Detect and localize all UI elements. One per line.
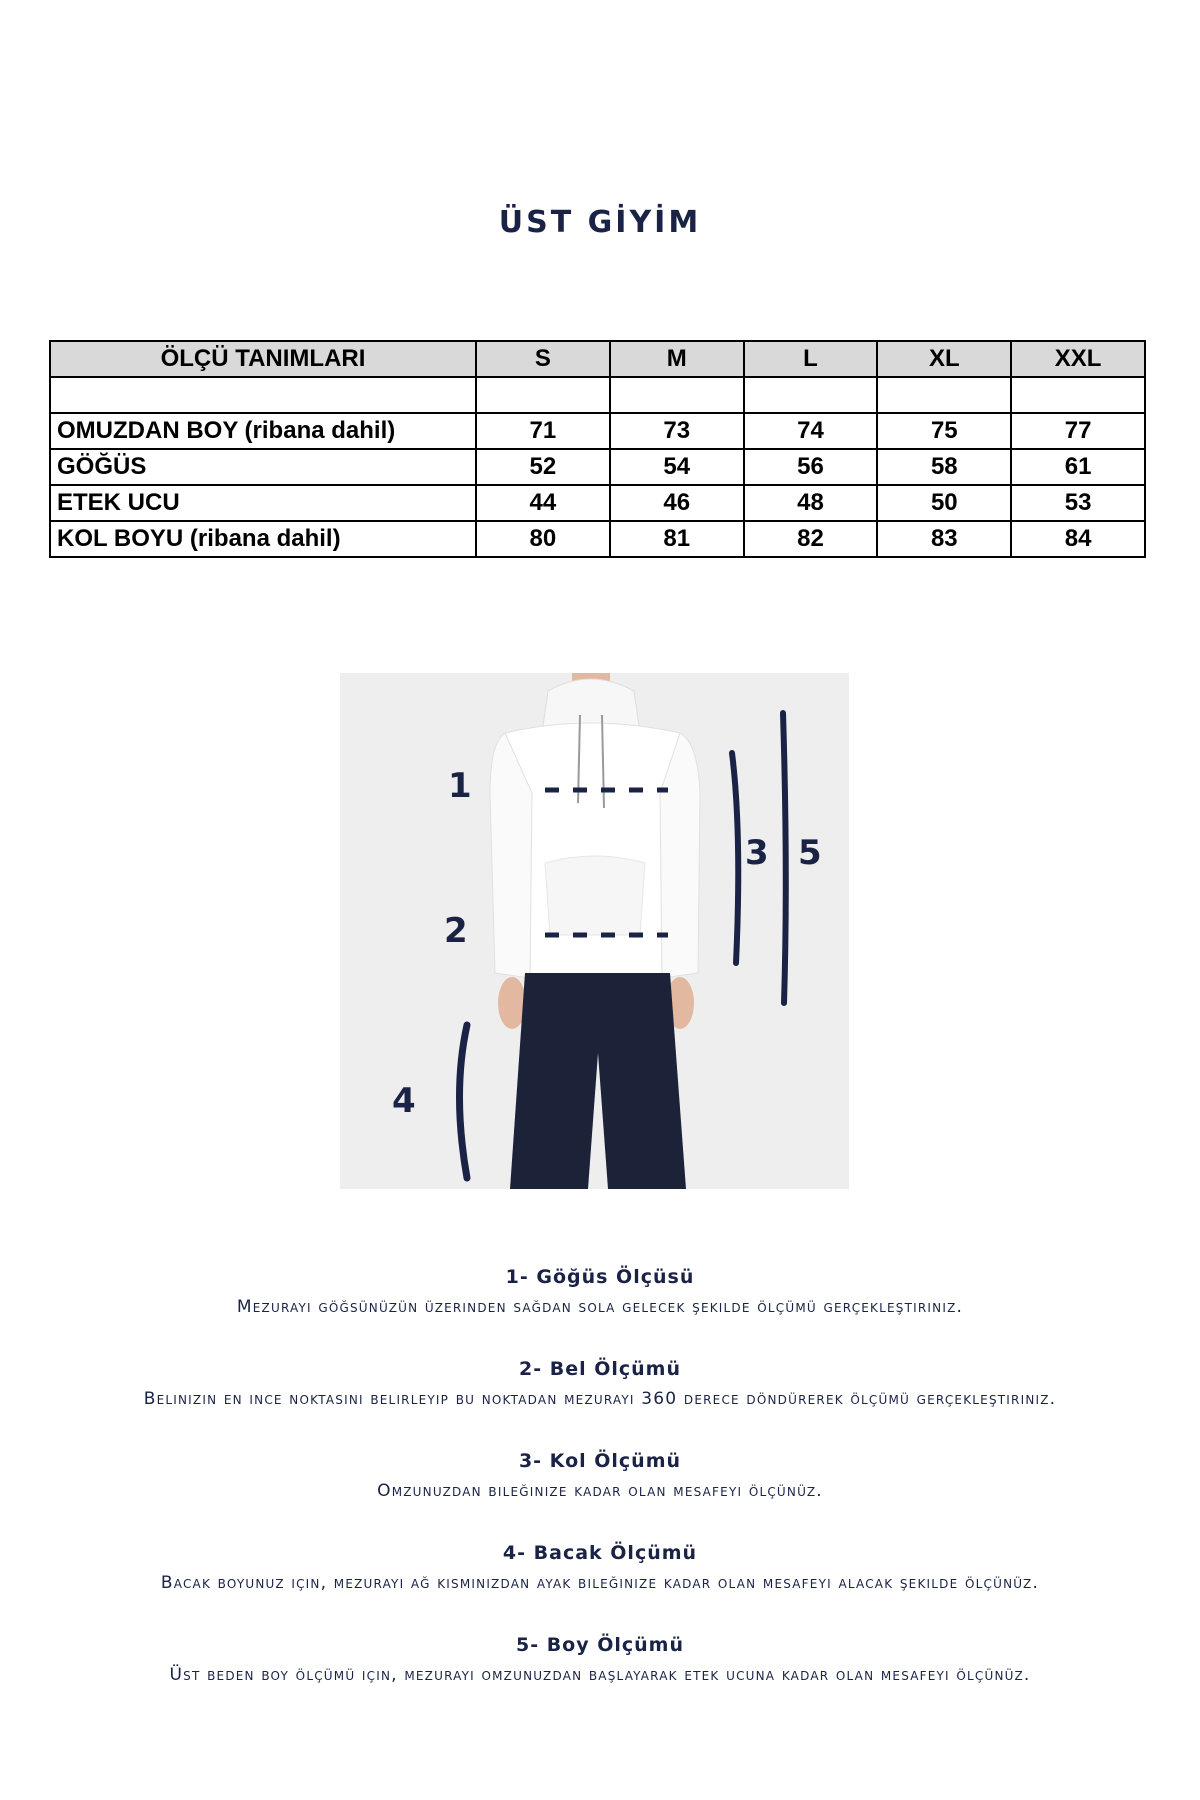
table-cell: 44 bbox=[476, 485, 610, 521]
measurement-figure bbox=[340, 673, 849, 1189]
table-cell: 84 bbox=[1011, 521, 1145, 557]
table-cell: 52 bbox=[476, 449, 610, 485]
table-row bbox=[50, 449, 1145, 485]
instruction-text: Mezurayı göğsünüzün üzerinden sağdan sola gelecek şekilde ölçümü gerçekleştiriniz. bbox=[236, 1297, 964, 1317]
table-cell: 77 bbox=[1011, 413, 1145, 449]
header-size-s: S bbox=[476, 341, 610, 377]
instruction-text: Omzunuzdan bileğinize kadar olan mesafeyi ölçünüz. bbox=[377, 1481, 823, 1501]
length-bracket bbox=[783, 713, 786, 1003]
sleeve-bracket bbox=[732, 753, 738, 963]
instruction-item bbox=[0, 1630, 1200, 1722]
instruction-text: Bacak boyunuz için, mezurayı ağ kısmınızdan ayak bileğinize kadar olan mesafeyi alacak şekilde ölçünüz. bbox=[160, 1573, 1040, 1593]
instruction-item bbox=[0, 1446, 1200, 1538]
table-cell bbox=[476, 377, 610, 413]
table-cell bbox=[50, 377, 476, 413]
instruction-text: Üst beden boy ölçümü için, mezurayı omzunuzdan başlayarak etek ucuna kadar olan mesafeyi ölçünüz. bbox=[169, 1665, 1031, 1685]
table-cell: 81 bbox=[610, 521, 744, 557]
kangaroo-pocket bbox=[545, 856, 645, 935]
header-size-xl: XL bbox=[877, 341, 1011, 377]
figure-label-5: 5 bbox=[798, 833, 822, 873]
table-row bbox=[50, 413, 1145, 449]
row-label: GÖĞÜS bbox=[50, 449, 476, 485]
table-row-empty bbox=[50, 377, 1145, 413]
pants bbox=[510, 973, 686, 1189]
instruction-item bbox=[0, 1262, 1200, 1354]
instruction-title: 2- Bel Ölçümü bbox=[519, 1358, 681, 1380]
table-cell: 61 bbox=[1011, 449, 1145, 485]
table-cell: 50 bbox=[877, 485, 1011, 521]
figure-label-4: 4 bbox=[392, 1081, 416, 1121]
table-cell bbox=[610, 377, 744, 413]
header-size-m: M bbox=[610, 341, 744, 377]
hoodie-illustration bbox=[340, 673, 849, 1189]
figure-label-2: 2 bbox=[444, 911, 468, 951]
instruction-text: Belinizin en ince noktasını belirleyip bu noktadan mezurayı 360 derece döndürerek ölçümü gerçekleştiriniz. bbox=[143, 1389, 1057, 1409]
table-cell: 83 bbox=[877, 521, 1011, 557]
instruction-title: 1- Göğüs Ölçüsü bbox=[505, 1266, 695, 1288]
page-title: ÜST GİYİM bbox=[498, 205, 702, 240]
row-label: KOL BOYU (ribana dahil) bbox=[50, 521, 476, 557]
instruction-title: 5- Boy Ölçümü bbox=[515, 1634, 685, 1656]
table-cell: 71 bbox=[476, 413, 610, 449]
table-cell: 75 bbox=[877, 413, 1011, 449]
figure-label-1: 1 bbox=[448, 766, 472, 806]
instruction-item bbox=[0, 1538, 1200, 1630]
row-label: ETEK UCU bbox=[50, 485, 476, 521]
measurement-instructions bbox=[0, 1262, 1200, 1722]
instruction-title: 4- Bacak Ölçümü bbox=[502, 1542, 698, 1564]
table-cell bbox=[1011, 377, 1145, 413]
instruction-item bbox=[0, 1354, 1200, 1446]
header-size-l: L bbox=[744, 341, 878, 377]
leg-bracket bbox=[460, 1025, 468, 1178]
figure-label-3: 3 bbox=[745, 833, 769, 873]
table-header-row bbox=[50, 341, 1145, 377]
table-cell: 82 bbox=[744, 521, 878, 557]
table-cell: 56 bbox=[744, 449, 878, 485]
table-cell: 74 bbox=[744, 413, 878, 449]
table-row bbox=[50, 521, 1145, 557]
table-cell: 53 bbox=[1011, 485, 1145, 521]
size-table bbox=[49, 340, 1146, 558]
table-row bbox=[50, 485, 1145, 521]
table-cell bbox=[744, 377, 878, 413]
table-cell: 46 bbox=[610, 485, 744, 521]
instruction-title: 3- Kol Ölçümü bbox=[518, 1450, 682, 1472]
header-size-xxl: XXL bbox=[1011, 341, 1145, 377]
table-cell: 54 bbox=[610, 449, 744, 485]
table-cell: 48 bbox=[744, 485, 878, 521]
header-measurement: ÖLÇÜ TANIMLARI bbox=[50, 341, 476, 377]
table-cell bbox=[877, 377, 1011, 413]
table-cell: 80 bbox=[476, 521, 610, 557]
row-label: OMUZDAN BOY (ribana dahil) bbox=[50, 413, 476, 449]
table-cell: 58 bbox=[877, 449, 1011, 485]
table-cell: 73 bbox=[610, 413, 744, 449]
